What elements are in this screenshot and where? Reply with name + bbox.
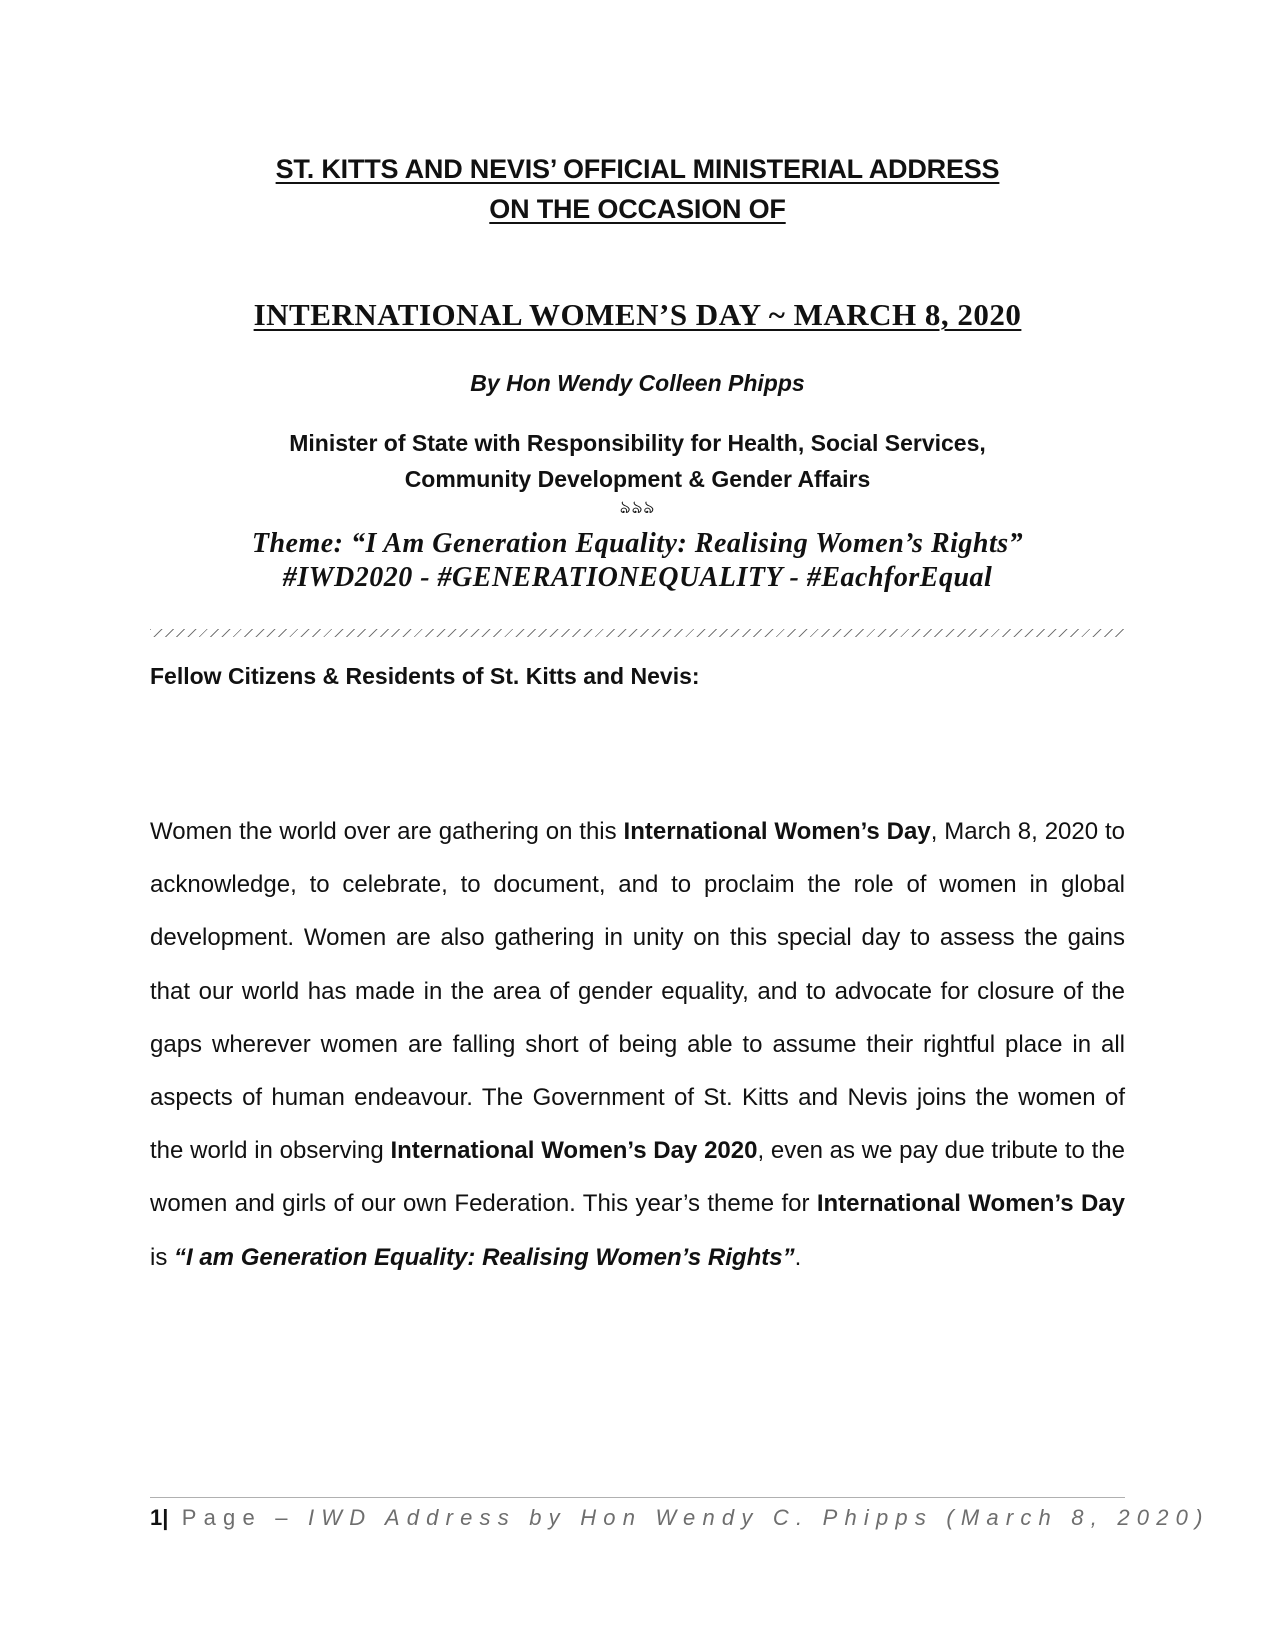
body-paragraph: Women the world over are gathering on this International Women’s Day, March 8, 2020 to acknowledge, to celebrate, to document, and to proclaim the role of women in global development. Women are also gathering in unity on this special day to assess the gains that our world has made in the area of gender equality, and to advocate for closure of the gaps wherever women are falling short of being able to assume their rightful place in all aspects of human endeavour. The Government of St. Kitts and Nevis joins the women of the world in observing International Women’s Day 2020, even as we pay due tribute to the women and girls of our own Federation. This year’s theme for International Women’s Day is “I am Generation Equality: Realising Women’s Rights”. — [150, 818, 1125, 1271]
page-footer — [150, 1505, 1210, 1531]
salutation: Fellow Citizens & Residents of St. Kitts and Nevis: — [150, 663, 700, 689]
theme-line: Theme: “I Am Generation Equality: Realising Women’s Rights” — [251, 528, 1024, 559]
occasion-heading: INTERNATIONAL WOMEN’S DAY ~ MARCH 8, 2020 — [253, 297, 1022, 332]
minister-title-line-2: Community Development & Gender Affairs — [404, 466, 871, 492]
address-title-line-2: ON THE OCCASION OF — [489, 194, 786, 224]
address-title-line-1: ST. KITTS AND NEVIS’ OFFICIAL MINISTERIAL ADDRESS — [275, 154, 1000, 184]
minister-title-line-1: Minister of State with Responsibility for Health, Social Services, — [289, 430, 986, 456]
ornament-divider: ঌঌঌ — [619, 497, 656, 517]
footer-document-title: IWD Address by Hon Wendy C. Phipps (March 8, 2020) — [307, 1505, 1210, 1530]
footer-rule — [150, 1497, 1125, 1498]
footer-page-label: Page – — [168, 1505, 308, 1530]
page-number: 1 — [150, 1505, 163, 1530]
hashtags-line: #IWD2020 - #GENERATIONEQUALITY - #EachforEqual — [282, 562, 993, 593]
section-divider — [150, 629, 1125, 637]
author-byline: By Hon Wendy Colleen Phipps — [470, 370, 805, 396]
footer-separator: | — [162, 1505, 169, 1530]
